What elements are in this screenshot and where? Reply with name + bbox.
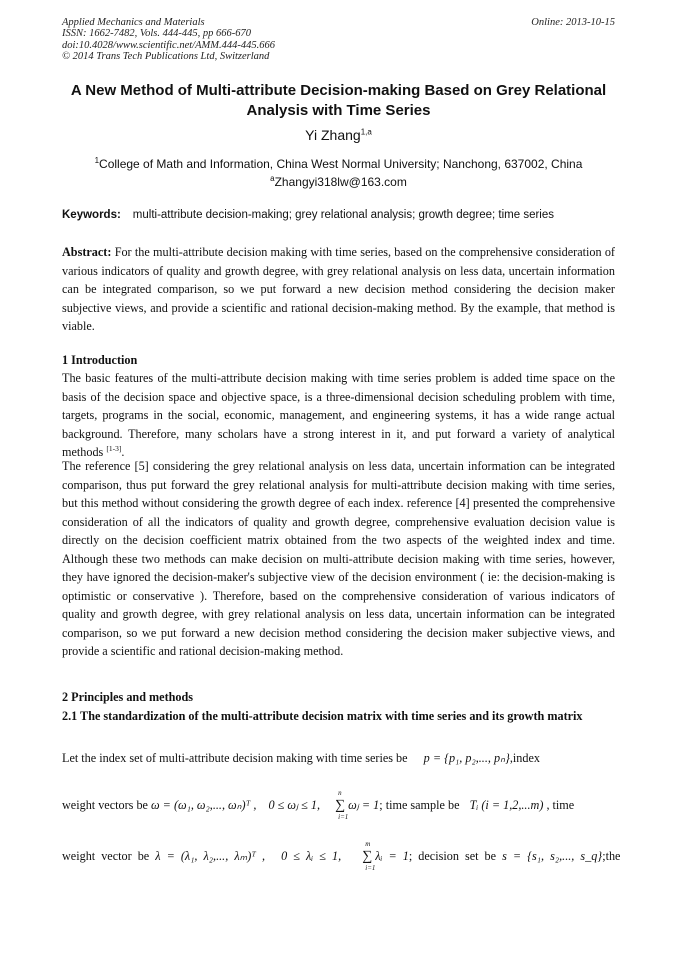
time-weight-formula: λ = (λ₁, λ₂,..., λₘ)ᵀ , (155, 849, 266, 863)
author-name: Yi Zhang (305, 127, 361, 143)
issn-line: ISSN: 1662-7482, Vols. 444-445, pp 666-670 (62, 28, 251, 40)
summation-symbol: ∑ n i=1 (335, 789, 349, 821)
intro-paragraph-2: The reference [5] considering the grey relational analysis on less data, uncertain information can be integrated comparison, thus put forward the grey relational analysis for multi-attribute decision making with time series, but this method without considering the growth degree of each index. reference [4] presented the comprehensive consideration of all the indicators of quality and growth degree, comprehensive evaluation decision value is directly on the decision coefficient matrix obtained from the two aspects of the weighted index and time. Although these two methods can make decision on multi-attribute decision making with time series, however, they have ignored the decision-maker's subjective view of the decision environment ( ie: the decision-making is optimistic or conservative ). Therefore, based on the comprehensive consideration of various indicators of quality and growth degree, with grey relational analysis on less data, uncertain information can be integrated comparison, so we put forward a new decision method considering the decision maker subjective views, and provide a scientific and rational decision-making method. (62, 459, 615, 658)
email-line (62, 174, 615, 189)
section-heading-introduction: 1 Introduction (62, 353, 138, 367)
summation-upper: m (365, 840, 371, 848)
index-set-text: Let the index set of multi-attribute decision making with time series be (62, 751, 408, 765)
copyright-line: © 2014 Trans Tech Publications Ltd, Switzerland (62, 50, 270, 62)
abstract (62, 243, 615, 336)
keywords (62, 209, 615, 221)
affiliation-superscript: 1 (94, 156, 100, 165)
time-weight-lead: weight vector be (62, 849, 150, 863)
keywords-text: multi-attribute decision-making; grey relational analysis; growth degree; time series (132, 209, 555, 221)
intro-paragraph-1 (62, 369, 615, 462)
summation-term: ωⱼ = 1 (348, 798, 380, 812)
weight-vector-lead: weight vectors be (62, 798, 148, 812)
index-set-end: ,index (509, 751, 540, 765)
summation-upper: n (338, 789, 342, 797)
time-weight-condition: 0 ≤ λᵢ ≤ 1, (281, 849, 342, 863)
affiliation-text: College of Math and Information, China West Normal University; Nanchong, 637002, China (99, 157, 583, 171)
email-superscript: a (270, 174, 275, 183)
decision-set-text: ; decision set be (408, 849, 497, 863)
citation: [1-3] (106, 443, 122, 453)
weight-vector-formula: ω = (ω₁, ω₂,..., ωₙ)ᵀ , (151, 798, 257, 812)
time-sample-formula: Tᵢ (i = 1,2,...m) (469, 798, 544, 812)
summation-lower: i=1 (338, 813, 349, 821)
weight-condition: 0 ≤ ωⱼ ≤ 1, (268, 798, 321, 812)
math-line-1 (62, 751, 615, 766)
journal-header (62, 17, 615, 62)
journal-name: Applied Mechanics and Materials (62, 17, 205, 28)
summation-term: λᵢ = 1 (375, 849, 409, 863)
intro-p1-end: . (121, 445, 125, 459)
time-sample-text: ; time sample be (379, 798, 460, 812)
summation-symbol: ∑ m i=1 (362, 840, 376, 872)
time-sample-end: , time (546, 798, 575, 812)
abstract-label: Abstract: (62, 245, 112, 259)
decision-set-end: ;the (602, 849, 621, 863)
math-line-2 (62, 789, 615, 821)
decision-set-formula: s = {s₁, s₂,..., s_q} (502, 849, 603, 863)
intro-p1-text: The basic features of the multi-attribute decision making with time series problem is added time space on the basis of the decision space and objective space, is a three-dimensional decision scheduling problem with time, targets, programs in the social, economic, management, and engineering systems, it has a wide range actual background. Therefore, many scholars have a strong interest in it, and put forward a variety of analytical methods (62, 371, 615, 459)
section-heading-principles: 2 Principles and methods (62, 690, 194, 704)
subsection-heading: 2.1 The standardization of the multi-attribute decision matrix with time series and its growth matrix (62, 709, 583, 723)
index-set-formula: p = {p₁, p₂,..., pₙ} (423, 751, 510, 765)
keywords-label: Keywords: (62, 209, 121, 221)
paper-title: A New Method of Multi-attribute Decision-making Based on Grey Relational Analysis with Time Series (70, 82, 607, 119)
affiliation (62, 156, 615, 171)
author-line (62, 127, 615, 143)
math-line-3 (62, 840, 621, 872)
abstract-text: For the multi-attribute decision making with time series, based on the comprehensive consideration of various indicators of quality and growth degree, with grey relational analysis on less data, uncertain information can be integrated comparison, so we put forward a new decision method considering the decision maker subjective views, and provide a scientific and rational decision-making method. By the example, that method is viable. (62, 245, 615, 333)
doi-line: doi:10.4028/www.scientific.net/AMM.444-445.666 (62, 39, 275, 51)
online-date: Online: 2013-10-15 (531, 17, 615, 28)
email-address: Zhangyi318lw@163.com (274, 175, 407, 189)
summation-lower: i=1 (365, 864, 376, 872)
author-superscript: 1,a (360, 127, 372, 137)
